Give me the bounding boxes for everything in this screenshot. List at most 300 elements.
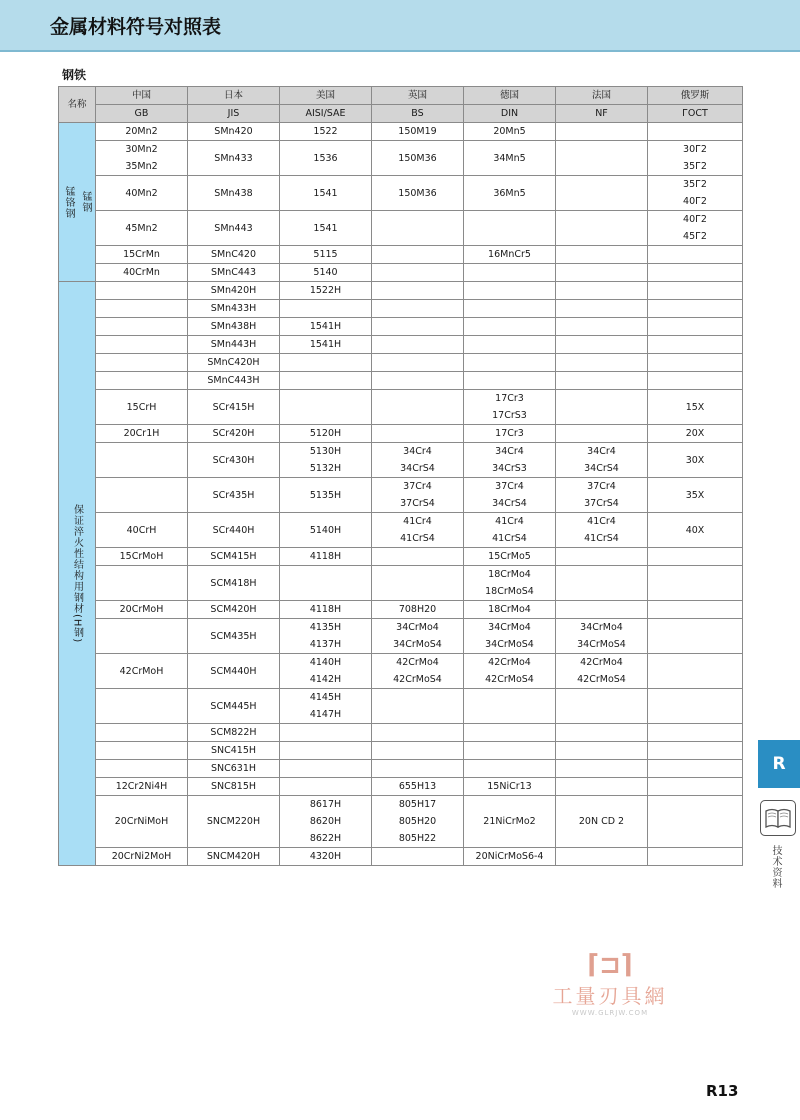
material-code: SCM445H [210,700,257,712]
table-cell [96,724,188,742]
table-cell [96,654,188,689]
material-code: 41CrS4 [400,533,435,544]
table-cell [648,513,743,548]
table-row [59,425,743,443]
material-code: 42CrMoH [119,665,164,677]
material-code: SNC815H [210,781,257,792]
material-code: 40X [685,524,705,536]
material-code: 41CrS4 [492,533,527,544]
material-code: 15CrMo5 [488,551,531,562]
material-code: 34CrMoS4 [577,639,626,650]
table-cell [188,211,280,246]
table-row [59,246,743,264]
material-code: 34Cr4 [495,446,524,457]
table-cell [648,123,743,141]
material-code: 35X [685,489,705,501]
material-code: 41CrS4 [584,533,619,544]
table-cell [188,724,280,742]
table-cell [464,318,556,336]
table-cell [188,848,280,866]
table-cell [96,742,188,760]
table-cell [96,336,188,354]
table-cell [372,318,464,336]
table-cell [372,478,464,513]
table-cell [188,300,280,318]
material-code: SMn438 [214,187,253,199]
table-cell [464,689,556,724]
watermark-name: 工量刃具網 [552,984,668,1008]
table-cell [648,548,743,566]
table-cell [372,300,464,318]
material-code: 40Г2 [683,196,707,207]
material-code: 34CrMo4 [488,622,531,633]
table-cell [464,300,556,318]
material-code: 4118H [309,604,342,615]
table-cell [372,211,464,246]
table-cell [372,354,464,372]
section-tab-r[interactable]: R [758,740,800,788]
material-code: SMn420 [214,126,253,137]
table-row [59,336,743,354]
material-code: 1541H [309,339,342,350]
material-code: 1541 [313,187,338,199]
page-title: 金属材料符号对照表 [50,16,222,38]
table-cell [372,689,464,724]
material-code: 35Г2 [683,161,707,172]
table-cell [464,390,556,425]
table-cell [372,778,464,796]
table-cell [648,354,743,372]
watermark [540,950,680,1017]
table-cell [464,654,556,689]
material-code: 4137H [309,639,342,650]
table-cell [372,246,464,264]
material-code: SCM822H [210,727,257,738]
column-header-country: 俄罗斯 [648,87,743,105]
table-cell [96,760,188,778]
material-code: 17Cr3 [495,428,524,439]
table-cell [556,336,648,354]
table-row [59,300,743,318]
table-cell [556,724,648,742]
material-code: SCM435H [210,630,257,642]
table-cell [188,318,280,336]
table-row [59,724,743,742]
table-cell [372,372,464,390]
table-cell [280,123,372,141]
table-cell [372,619,464,654]
column-header-standard: DIN [464,105,556,123]
table-cell [372,513,464,548]
column-header-standard: GB [96,105,188,123]
watermark-logo-icon: ⌈⊐⌉ [587,950,633,980]
table-cell [648,796,743,848]
material-code: SNCM420H [206,851,261,862]
table-cell [188,778,280,796]
table-cell [96,778,188,796]
table-cell [188,246,280,264]
table-cell [648,211,743,246]
table-row [59,654,743,689]
material-code: 17CrS3 [492,410,527,421]
table-cell [96,548,188,566]
material-code: 20N CD 2 [578,816,625,827]
material-code: SMnC443H [207,375,260,386]
material-code: SMn420H [210,285,257,296]
material-code: 40CrMn [123,267,160,278]
material-code: 5130H [309,446,342,457]
material-code: SMn443H [210,339,257,350]
table-cell [648,372,743,390]
table-cell [464,141,556,176]
table-cell [280,246,372,264]
table-cell [556,760,648,778]
table-cell [280,619,372,654]
material-code: 37CrS4 [400,498,435,509]
table-cell [280,264,372,282]
material-code: 15CrH [126,401,157,413]
column-header-country: 日本 [188,87,280,105]
table-cell [464,264,556,282]
table-cell [464,425,556,443]
material-code: 15CrMn [123,249,160,260]
table-row [59,478,743,513]
material-code: 4140H [309,657,342,668]
material-code: 20CrMoH [119,604,164,615]
column-header-standard: JIS [188,105,280,123]
table-cell [96,390,188,425]
material-code: 20Mn2 [125,126,158,137]
table-cell [96,318,188,336]
material-code: 42CrMo4 [580,657,623,668]
table-cell [372,141,464,176]
table-cell [372,848,464,866]
material-code: 30Г2 [683,144,707,155]
material-code: 34Mn5 [493,152,526,164]
material-code: 8622H [309,833,342,844]
category-text: 锰钢 锰铬钢 [63,185,91,219]
material-code: 42CrMoS4 [485,674,534,685]
table-cell [280,654,372,689]
table-cell [556,778,648,796]
material-code: 1541H [309,321,342,332]
material-code: 18CrMoS4 [485,586,534,597]
table-cell [280,742,372,760]
material-code: 34CrS4 [584,463,619,474]
table-cell [280,778,372,796]
table-cell [372,654,464,689]
table-cell [556,300,648,318]
material-code: SNCM220H [206,816,261,827]
table-cell [648,566,743,601]
category-label [59,282,96,866]
table-cell [188,654,280,689]
material-code: SNC415H [210,745,257,756]
column-header-country: 英国 [372,87,464,105]
table-cell [188,601,280,619]
table-cell [648,425,743,443]
table-cell [280,282,372,300]
table-cell [648,176,743,211]
table-cell [188,689,280,724]
table-cell [96,354,188,372]
material-code: 20Cr1H [123,428,160,439]
table-row [59,123,743,141]
table-cell [188,796,280,848]
material-code: 34CrMoS4 [393,639,442,650]
material-code: 20CrNi2MoH [111,851,172,862]
table-cell [96,300,188,318]
material-code: 1536 [313,152,338,164]
table-cell [96,246,188,264]
table-cell [556,654,648,689]
table-cell [556,548,648,566]
table-cell [648,760,743,778]
material-code: 17Cr3 [495,393,524,404]
table-cell [648,336,743,354]
table-cell [372,123,464,141]
table-cell [96,478,188,513]
category-label [59,123,96,282]
table-cell [464,742,556,760]
material-comparison-table [58,86,743,866]
table-cell [556,513,648,548]
material-code: 30X [685,454,705,466]
table-cell [188,372,280,390]
table-cell [188,123,280,141]
table-cell [648,601,743,619]
material-code: 8620H [309,816,342,827]
material-code: 5115 [313,249,338,260]
material-code: SCr435H [212,489,255,501]
material-code: 18CrMo4 [488,604,531,615]
table-cell [280,848,372,866]
material-code: SMn433H [210,303,257,314]
table-cell [372,742,464,760]
material-code: 20Mn5 [493,126,526,137]
material-code: 30Mn2 [125,144,158,155]
material-code: 35Г2 [683,179,707,190]
table-cell [372,282,464,300]
side-label-technical-data: 技术资料 [770,845,781,889]
table-row [59,390,743,425]
table-cell [188,282,280,300]
table-cell [556,478,648,513]
table-cell [280,300,372,318]
column-header-standard: ГОСТ [648,105,743,123]
material-code: 1522 [313,126,338,137]
table-row [59,282,743,300]
table-row [59,176,743,211]
table-cell [648,318,743,336]
table-cell [280,796,372,848]
material-code: SMn438H [210,321,257,332]
table-cell [464,211,556,246]
table-cell [96,619,188,654]
material-code: SMn443 [214,222,253,234]
table-cell [188,425,280,443]
table-cell [96,141,188,176]
table-cell [280,724,372,742]
table-cell [556,176,648,211]
material-code: 34CrS4 [400,463,435,474]
table-cell [188,336,280,354]
material-code: 4147H [309,709,342,720]
table-cell [556,425,648,443]
table-cell [188,176,280,211]
table-cell [464,443,556,478]
table-cell [96,282,188,300]
table-cell [464,724,556,742]
column-header-country: 德国 [464,87,556,105]
material-code: 41Cr4 [495,516,524,527]
table-cell [372,548,464,566]
material-code: 42CrMoS4 [577,674,626,685]
table-cell [556,742,648,760]
table-cell [188,354,280,372]
table-cell [464,548,556,566]
material-code: 15CrMoH [119,551,164,562]
material-code: SCr415H [212,401,255,413]
table-row [59,141,743,176]
material-code: SMnC443 [210,267,256,278]
material-code: SCM418H [210,577,257,589]
material-code: 5140H [309,524,342,536]
material-code: 18CrMo4 [488,569,531,580]
material-code: 21NiCrMo2 [483,816,536,827]
material-code: SCr440H [212,524,255,536]
category-text: 保证淬火性结构用钢材(H钢) [71,503,83,644]
table-cell [464,566,556,601]
table-cell [648,246,743,264]
table-cell [556,123,648,141]
table-cell [464,176,556,211]
table-row [59,778,743,796]
material-code: SMnC420H [207,357,260,368]
table-row [59,689,743,724]
section-label: 钢铁 [62,68,87,82]
table-cell [280,318,372,336]
table-cell [372,566,464,601]
material-code: 1541 [313,222,338,234]
material-code: 4320H [309,851,342,862]
material-code: 4145H [309,692,342,703]
material-code: 16MnCr5 [488,249,531,260]
material-code: 1522H [309,285,342,296]
table-cell [556,211,648,246]
material-code: SCM440H [210,665,257,677]
table-row [59,760,743,778]
table-cell [648,619,743,654]
table-cell [96,123,188,141]
material-code: 20NiCrMoS6-4 [475,851,544,862]
material-code: 41Cr4 [587,516,616,527]
table-cell [556,796,648,848]
material-code: SMnC420 [210,249,256,260]
column-header-country: 美国 [280,87,372,105]
table-cell [96,689,188,724]
material-code: 35Mn2 [125,161,158,172]
material-code: 37CrS4 [584,498,619,509]
table-row [59,264,743,282]
table-cell [188,264,280,282]
material-code: 4135H [309,622,342,633]
page-number: R13 [706,1082,739,1100]
table-cell [96,443,188,478]
material-code: 40Г2 [683,214,707,225]
table-cell [280,513,372,548]
table-cell [464,478,556,513]
material-code: 40CrH [126,524,157,536]
material-code: 5140 [313,267,338,278]
material-code: 41Cr4 [403,516,432,527]
table-cell [556,318,648,336]
table-cell [96,566,188,601]
table-cell [280,141,372,176]
material-code: SCr420H [212,428,255,439]
material-code: 37Cr4 [403,481,432,492]
table-cell [556,282,648,300]
table-cell [280,211,372,246]
table-cell [96,425,188,443]
table-cell [96,264,188,282]
table-cell [372,724,464,742]
table-cell [280,425,372,443]
table-cell [280,390,372,425]
table-cell [464,123,556,141]
material-code: 34CrS3 [492,463,527,474]
column-header-country: 法国 [556,87,648,105]
table-cell [464,372,556,390]
table-cell [372,425,464,443]
material-code: 150M19 [398,126,437,137]
table-cell [556,689,648,724]
material-code: SCM420H [210,604,257,615]
table-cell [372,760,464,778]
material-code: 15X [685,401,705,413]
material-code: 45Mn2 [125,222,158,234]
material-code: 655H13 [398,781,437,792]
material-code: 37Cr4 [587,481,616,492]
material-code: 5132H [309,463,342,474]
table-cell [188,619,280,654]
material-code: 42CrMo4 [396,657,439,668]
table-row [59,443,743,478]
material-code: 150M36 [398,187,437,199]
header-row-countries [59,87,743,105]
table-cell [372,264,464,282]
table-cell [648,264,743,282]
table-cell [96,372,188,390]
table-cell [96,211,188,246]
table-cell [648,689,743,724]
column-header-standard: NF [556,105,648,123]
header-divider [0,50,800,52]
table-cell [188,760,280,778]
material-code: 42CrMoS4 [393,674,442,685]
material-code: 42CrMo4 [488,657,531,668]
table-cell [648,724,743,742]
table-cell [188,478,280,513]
table-cell [464,848,556,866]
table-cell [556,443,648,478]
table-row [59,318,743,336]
column-header-standard: AISI/SAE [280,105,372,123]
table-cell [280,336,372,354]
table-cell [464,778,556,796]
table-row [59,619,743,654]
table-cell [280,760,372,778]
